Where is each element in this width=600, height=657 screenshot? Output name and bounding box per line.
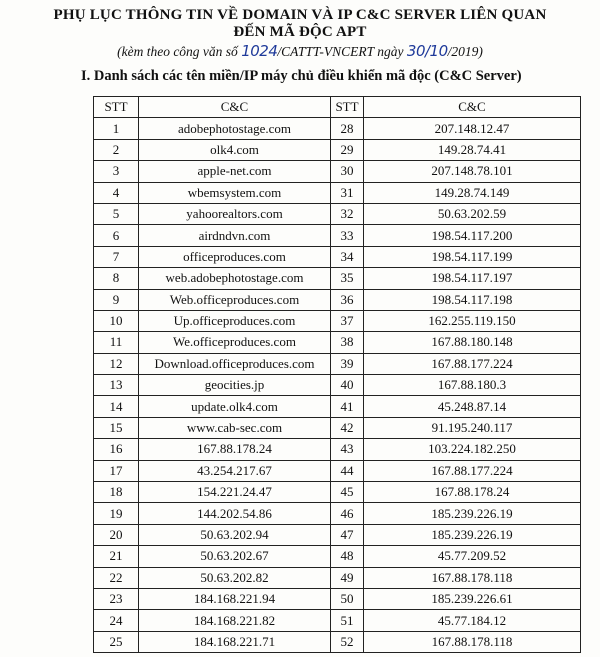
row-number-left: 1 [94, 118, 139, 139]
row-number-right: 28 [331, 118, 364, 139]
cc-entry-right: 167.88.178.118 [364, 567, 581, 588]
cc-entry-left: apple-net.com [139, 161, 331, 182]
cc-entry-left: olk4.com [139, 139, 331, 160]
row-number-left: 11 [94, 332, 139, 353]
row-number-right: 41 [331, 396, 364, 417]
row-number-right: 36 [331, 289, 364, 310]
row-number-right: 49 [331, 567, 364, 588]
row-number-right: 30 [331, 161, 364, 182]
row-number-left: 21 [94, 546, 139, 567]
cc-entry-right: 198.54.117.197 [364, 268, 581, 289]
cc-entry-left: 43.254.217.67 [139, 460, 331, 481]
row-number-right: 37 [331, 310, 364, 331]
table-row [94, 460, 581, 481]
document-title-line1: PHỤ LỤC THÔNG TIN VỀ DOMAIN VÀ IP C&C SERVER LIÊN QUAN [53, 7, 547, 23]
cc-entry-left: 167.88.178.24 [139, 439, 331, 460]
cc-entry-right: 45.77.209.52 [364, 546, 581, 567]
header-stt-right: STT [331, 97, 364, 118]
cc-server-table [93, 96, 581, 653]
header-cc-right: C&C [364, 97, 581, 118]
cc-entry-left: airdndvn.com [139, 225, 331, 246]
row-number-left: 22 [94, 567, 139, 588]
subtitle-middle: /CATTT-VNCERT ngày [277, 44, 407, 59]
cc-entry-right: 167.88.177.224 [364, 460, 581, 481]
table-row [94, 524, 581, 545]
table-row [94, 203, 581, 224]
row-number-left: 12 [94, 353, 139, 374]
cc-entry-right: 167.88.180.3 [364, 375, 581, 396]
row-number-right: 29 [331, 139, 364, 160]
header-stt-left: STT [94, 97, 139, 118]
row-number-left: 4 [94, 182, 139, 203]
row-number-right: 32 [331, 203, 364, 224]
cc-entry-left: www.cab-sec.com [139, 417, 331, 438]
cc-entry-right: 185.239.226.19 [364, 503, 581, 524]
table-row [94, 225, 581, 246]
row-number-left: 8 [94, 268, 139, 289]
cc-entry-right: 167.88.180.148 [364, 332, 581, 353]
table-row [94, 310, 581, 331]
row-number-left: 3 [94, 161, 139, 182]
cc-entry-left: Download.officeproduces.com [139, 353, 331, 374]
subtitle-prefix: (kèm theo công văn số [117, 44, 242, 59]
row-number-left: 14 [94, 396, 139, 417]
row-number-left: 25 [94, 631, 139, 652]
table-row [94, 289, 581, 310]
table-row [94, 161, 581, 182]
row-number-left: 20 [94, 524, 139, 545]
cc-entry-right: 185.239.226.19 [364, 524, 581, 545]
row-number-left: 15 [94, 417, 139, 438]
cc-entry-left: update.olk4.com [139, 396, 331, 417]
row-number-right: 39 [331, 353, 364, 374]
handwritten-doc-number: 1024 [241, 42, 278, 60]
row-number-right: 44 [331, 460, 364, 481]
table-row [94, 631, 581, 652]
table-row [94, 417, 581, 438]
row-number-left: 5 [94, 203, 139, 224]
row-number-right: 38 [331, 332, 364, 353]
row-number-left: 2 [94, 139, 139, 160]
table-row [94, 546, 581, 567]
row-number-right: 33 [331, 225, 364, 246]
table-row [94, 610, 581, 631]
row-number-left: 24 [94, 610, 139, 631]
cc-entry-right: 91.195.240.117 [364, 417, 581, 438]
cc-entry-left: 184.168.221.71 [139, 631, 331, 652]
cc-entry-right: 167.88.178.118 [364, 631, 581, 652]
document-title-line2: ĐẾN MÃ ĐỘC APT [233, 24, 367, 40]
cc-entry-right: 198.54.117.198 [364, 289, 581, 310]
cc-entry-right: 162.255.119.150 [364, 310, 581, 331]
cc-entry-right: 149.28.74.41 [364, 139, 581, 160]
cc-entry-left: 50.63.202.67 [139, 546, 331, 567]
cc-entry-right: 198.54.117.200 [364, 225, 581, 246]
row-number-left: 23 [94, 588, 139, 609]
table-row [94, 375, 581, 396]
row-number-left: 7 [94, 246, 139, 267]
row-number-right: 47 [331, 524, 364, 545]
cc-entry-right: 207.148.12.47 [364, 118, 581, 139]
cc-entry-left: Web.officeproduces.com [139, 289, 331, 310]
row-number-right: 43 [331, 439, 364, 460]
cc-entry-left: web.adobephotostage.com [139, 268, 331, 289]
table-row [94, 246, 581, 267]
cc-entry-right: 185.239.226.61 [364, 588, 581, 609]
row-number-left: 19 [94, 503, 139, 524]
table-row [94, 268, 581, 289]
cc-entry-left: officeproduces.com [139, 246, 331, 267]
table-row [94, 503, 581, 524]
cc-entry-right: 149.28.74.149 [364, 182, 581, 203]
cc-entry-left: wbemsystem.com [139, 182, 331, 203]
cc-entry-right: 167.88.178.24 [364, 482, 581, 503]
row-number-left: 9 [94, 289, 139, 310]
row-number-right: 48 [331, 546, 364, 567]
cc-entry-right: 45.77.184.12 [364, 610, 581, 631]
row-number-left: 13 [94, 375, 139, 396]
cc-entry-left: 144.202.54.86 [139, 503, 331, 524]
row-number-right: 51 [331, 610, 364, 631]
cc-entry-left: geocities.jp [139, 375, 331, 396]
document-subtitle [0, 42, 600, 60]
table-row [94, 439, 581, 460]
row-number-right: 50 [331, 588, 364, 609]
table-row [94, 332, 581, 353]
row-number-right: 40 [331, 375, 364, 396]
row-number-right: 42 [331, 417, 364, 438]
table-row [94, 482, 581, 503]
row-number-left: 17 [94, 460, 139, 481]
cc-entry-left: 184.168.221.82 [139, 610, 331, 631]
cc-entry-left: 50.63.202.94 [139, 524, 331, 545]
row-number-left: 10 [94, 310, 139, 331]
cc-entry-left: 50.63.202.82 [139, 567, 331, 588]
table-row [94, 118, 581, 139]
cc-entry-right: 103.224.182.250 [364, 439, 581, 460]
cc-entry-right: 45.248.87.14 [364, 396, 581, 417]
table-row [94, 353, 581, 374]
row-number-left: 16 [94, 439, 139, 460]
cc-entry-left: adobephotostage.com [139, 118, 331, 139]
table-row [94, 182, 581, 203]
row-number-right: 34 [331, 246, 364, 267]
cc-entry-left: yahoorealtors.com [139, 203, 331, 224]
cc-entry-left: 184.168.221.94 [139, 588, 331, 609]
row-number-right: 52 [331, 631, 364, 652]
table-row [94, 567, 581, 588]
header-cc-left: C&C [139, 97, 331, 118]
cc-entry-right: 198.54.117.199 [364, 246, 581, 267]
row-number-left: 6 [94, 225, 139, 246]
row-number-right: 46 [331, 503, 364, 524]
table-body [94, 118, 581, 653]
row-number-right: 45 [331, 482, 364, 503]
cc-entry-right: 207.148.78.101 [364, 161, 581, 182]
table-row [94, 396, 581, 417]
section-heading: I. Danh sách các tên miền/IP máy chủ điều khiển mã độc (C&C Server) [81, 68, 522, 84]
row-number-right: 35 [331, 268, 364, 289]
table-header-row [94, 97, 581, 118]
cc-entry-left: We.officeproduces.com [139, 332, 331, 353]
cc-entry-left: 154.221.24.47 [139, 482, 331, 503]
cc-entry-right: 167.88.177.224 [364, 353, 581, 374]
row-number-right: 31 [331, 182, 364, 203]
cc-entry-left: Up.officeproduces.com [139, 310, 331, 331]
subtitle-suffix: /2019) [447, 44, 483, 59]
row-number-left: 18 [94, 482, 139, 503]
table-row [94, 588, 581, 609]
handwritten-date: 30/10 [406, 42, 448, 60]
cc-entry-right: 50.63.202.59 [364, 203, 581, 224]
table-row [94, 139, 581, 160]
